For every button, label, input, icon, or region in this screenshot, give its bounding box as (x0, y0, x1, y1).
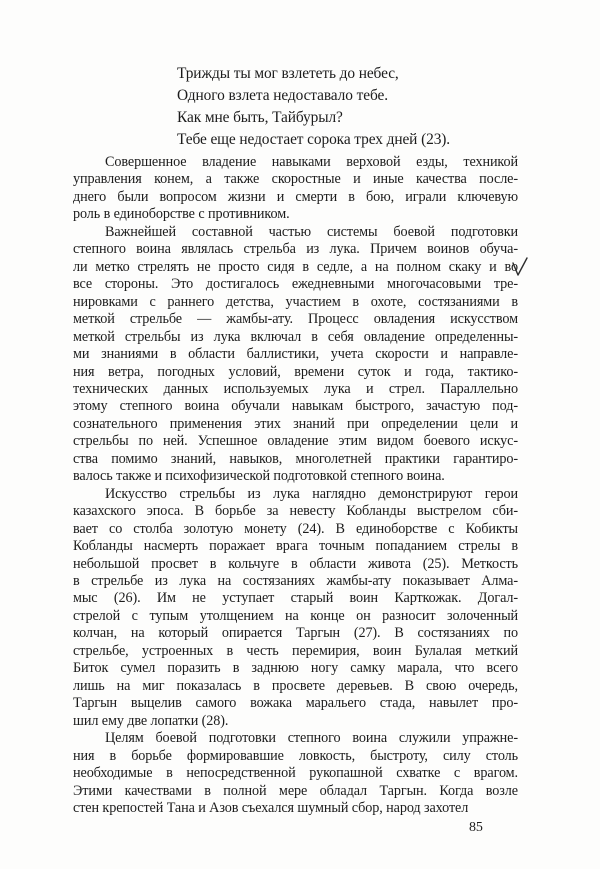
text-line: ния ветра, погодных условий, времени суток и года, тактико- (73, 364, 518, 380)
text-line: стен крепостей Тана и Азов съехался шумный сбор, народ захотел (73, 800, 469, 816)
text-line: меткой стрельбе — жамбы-ату. Процесс овладения искусством (73, 311, 518, 327)
text-line: ми знаниями в области баллистики, учета скорости и направле- (73, 346, 518, 362)
text-line: ства помимо знаний, навыков, многолетней практики гарантиро- (73, 451, 518, 467)
text-line: Искусство стрельбы из лука наглядно демонстрируют герои (105, 486, 518, 502)
text-line: Кобланды насмерть поражает врага точным попаданием стрелы в (73, 538, 518, 554)
text-line: Целям боевой подготовки степного воина служили упражне- (105, 730, 518, 746)
text-line: днего были вопросом жизни и смерти в бою, играли ключевую (73, 189, 518, 205)
text-line: сознательного применения этих знаний при определении цели и (73, 416, 518, 432)
text-line: Совершенное владение навыками верховой езды, техникой (105, 154, 518, 170)
poem-line: Тебе еще недостает сорока трех дней (23). (177, 131, 451, 148)
text-line: небольшой просвет в кольчуге в области живота (25). Меткость (73, 556, 518, 572)
poem-line: Одного взлета недоставало тебе. (177, 87, 388, 104)
text-line: казахского эпоса. В борьбе за невесту Кобланды выстрелом сби- (73, 503, 518, 519)
text-line: нировками с раннего детства, участием в охоте, состязаниями в (73, 294, 518, 310)
text-line: колчан, на который опирается Таргын (27). В состязаниях по (73, 625, 518, 641)
text-line: Этими качествами в полной мере обладал Таргын. Когда возле (73, 783, 518, 799)
page-number: 85 (469, 820, 483, 835)
text-line: все стороны. Это достигалось ежедневными многочасовыми тре- (73, 276, 518, 292)
text-line: ли метко стрелять не просто сидя в седле, а на полном скаку и во (73, 259, 518, 275)
text-line: ния в борьбе формировавшие ловкость, быстроту, силу столь (73, 748, 518, 764)
text-line: роль в единоборстве с противником. (73, 206, 290, 222)
poem-line: Как мне быть, Тайбурыл? (177, 109, 343, 126)
text-line: в стрельбе из лука на состязаниях жамбы-ату показывает Алма- (73, 573, 518, 589)
text-line: технических данных используемых лука и стрел. Параллельно (73, 381, 518, 397)
text-line: меткой стрельбы из лука включал в себя овладение определенны- (73, 329, 518, 345)
text-line: стрельбы по ней. Успешное овладение этим видом боевого искус- (73, 433, 518, 449)
poem-line: Трижды ты мог взлететь до небес, (177, 65, 399, 82)
text-line: необходимые в непосредственной рукопашной схватке с врагом. (73, 765, 518, 781)
text-line: Биток сумел поразить в заднюю ногу самку марала, что всего (73, 660, 518, 676)
text-line: стрельбе, устроенных в честь перемирия, воин Булалая меткий (73, 643, 518, 659)
text-line: этому степного воина обучали навыкам быстрого, зачастую под- (73, 398, 518, 414)
text-line: лишь на миг показалась в просвете деревьев. В свою очередь, (73, 678, 518, 694)
text-line: степного воина являлась стрельба из лука. Причем воинов обуча- (73, 241, 518, 257)
text-line: вает со столба золотую монету (24). В единоборстве с Кобикты (73, 521, 518, 537)
text-line: Таргын выцелив самого вожака маральего стада, навылет про- (73, 695, 518, 711)
text-line: шил ему две лопатки (28). (73, 713, 229, 729)
checkmark-annotation-icon (511, 257, 529, 279)
text-line: мыс (26). Им не уступает старый воин Карткожак. Догал- (73, 590, 518, 606)
text-line: валось также и психофизической подготовкой степного воина. (73, 468, 445, 484)
text-line: стрелой с тупым утолщением на конце он разносит золоченный (73, 608, 518, 624)
text-line: Важнейшей составной частью системы боевой подготовки (105, 224, 518, 240)
text-line: управления конем, а также скоростные и иные качества после- (73, 171, 518, 187)
